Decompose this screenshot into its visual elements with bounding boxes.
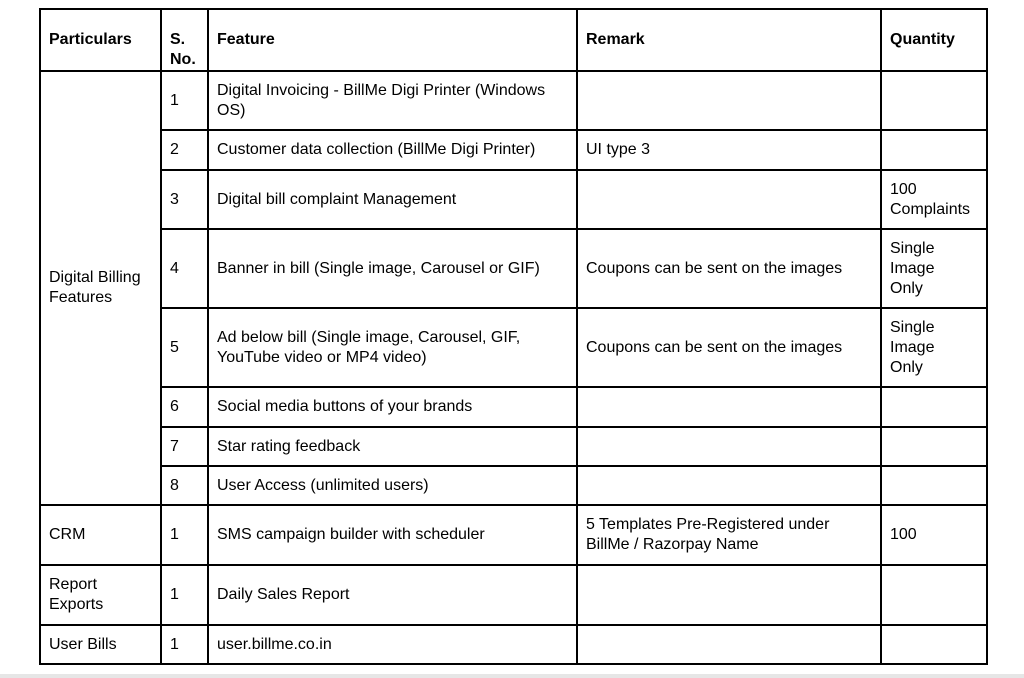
cell-feature-text: user.billme.co.in: [217, 635, 332, 653]
cell-sno: [161, 71, 208, 130]
cell-sno: [161, 565, 208, 625]
cell-remark-text: Coupons can be sent on the images: [586, 338, 843, 356]
cell-sno-text: 4: [170, 259, 179, 277]
cell-sno: [161, 466, 208, 505]
cell-feature: [208, 387, 577, 427]
page-bottom-edge: [0, 674, 1024, 678]
cell-quantity: [881, 427, 987, 466]
cell-remark: [577, 229, 881, 308]
cell-sno: [161, 427, 208, 466]
cell-feature-text: Daily Sales Report: [217, 586, 350, 603]
cell-particulars: [40, 565, 161, 625]
cell-feature-text: Ad below bill (Single image, Carousel, GIF, YouTube video or MP4 video): [217, 328, 521, 366]
cell-sno-text: 6: [170, 398, 179, 415]
cell-remark-text: Coupons can be sent on the images: [586, 259, 843, 277]
table-row: [40, 565, 987, 625]
cell-remark-text: 5 Templates Pre-Registered under BillMe / Razorpay Name: [586, 516, 830, 553]
cell-sno-text: 8: [170, 476, 179, 494]
cell-remark: [577, 505, 881, 565]
cell-remark: [577, 387, 881, 427]
cell-feature-text: SMS campaign builder with scheduler: [217, 526, 485, 543]
cell-remark: [577, 71, 881, 130]
cell-feature: [208, 170, 577, 229]
cell-quantity: [881, 466, 987, 505]
particulars-text: Digital Billing Features: [49, 269, 141, 306]
particulars-text: CRM: [49, 526, 86, 543]
cell-feature: [208, 308, 577, 387]
cell-feature: [208, 505, 577, 565]
cell-feature: [208, 229, 577, 308]
particulars-text: User Bills: [49, 635, 117, 653]
cell-feature-text: User Access (unlimited users): [217, 476, 429, 494]
table-row: [40, 505, 987, 565]
cell-sno-text: 1: [170, 526, 179, 543]
cell-particulars: [40, 71, 161, 505]
cell-remark: [577, 565, 881, 625]
cell-quantity: [881, 308, 987, 387]
header-sno-text: S. No.: [170, 31, 196, 68]
cell-feature: [208, 565, 577, 625]
cell-remark-text: UI type 3: [586, 141, 651, 158]
cell-feature: [208, 71, 577, 130]
table-body: [40, 71, 987, 664]
cell-sno-text: 3: [170, 190, 179, 208]
cell-quantity: [881, 71, 987, 130]
cell-sno-text: 1: [170, 586, 179, 603]
table-row: [40, 466, 987, 505]
table-row: [40, 170, 987, 229]
table-row: [40, 308, 987, 387]
cell-remark: [577, 625, 881, 664]
table-row: [40, 625, 987, 664]
cell-quantity: [881, 387, 987, 427]
cell-feature-text: Banner in bill (Single image, Carousel or GIF): [217, 259, 540, 277]
cell-quantity: [881, 229, 987, 308]
cell-remark: [577, 466, 881, 505]
cell-sno: [161, 130, 208, 170]
cell-feature: [208, 130, 577, 170]
header-quantity: Quantity: [881, 9, 987, 71]
table-row: [40, 229, 987, 308]
cell-sno-text: 1: [170, 91, 179, 109]
cell-quantity-text: Single Image Only: [890, 239, 935, 297]
cell-quantity-text: 100: [890, 526, 917, 543]
header-remark: Remark: [577, 9, 881, 71]
header-feature: Feature: [208, 9, 577, 71]
table-row: [40, 427, 987, 466]
cell-particulars: [40, 505, 161, 565]
cell-remark: [577, 427, 881, 466]
cell-sno: [161, 308, 208, 387]
table-row: [40, 387, 987, 427]
cell-feature-text: Social media buttons of your brands: [217, 398, 473, 415]
cell-feature: [208, 625, 577, 664]
cell-remark: [577, 130, 881, 170]
cell-sno: [161, 387, 208, 427]
cell-sno-text: 2: [170, 141, 179, 158]
cell-sno: [161, 229, 208, 308]
cell-feature: [208, 427, 577, 466]
table-row: [40, 130, 987, 170]
cell-quantity-text: 100 Complaints: [890, 180, 971, 218]
cell-sno: [161, 625, 208, 664]
cell-feature: [208, 466, 577, 505]
cell-quantity: [881, 130, 987, 170]
cell-sno-text: 7: [170, 437, 179, 455]
cell-remark: [577, 170, 881, 229]
cell-sno: [161, 170, 208, 229]
cell-feature-text: Star rating feedback: [217, 437, 361, 455]
cell-quantity-text: Single Image Only: [890, 318, 935, 376]
header-row: [40, 9, 987, 71]
cell-particulars: [40, 625, 161, 664]
cell-feature-text: Digital bill complaint Management: [217, 190, 457, 208]
cell-quantity: [881, 505, 987, 565]
cell-feature-text: Digital Invoicing - BillMe Digi Printer (Windows OS): [217, 81, 546, 119]
cell-sno-text: 5: [170, 338, 179, 356]
header-sno: [161, 9, 208, 71]
cell-sno: [161, 505, 208, 565]
cell-quantity: [881, 565, 987, 625]
cell-quantity: [881, 170, 987, 229]
particulars-text: Report Exports: [49, 576, 104, 613]
cell-feature-text: Customer data collection (BillMe Digi Printer): [217, 141, 536, 158]
cell-quantity: [881, 625, 987, 664]
table-row: [40, 71, 987, 130]
header-particulars: Particulars: [40, 9, 161, 71]
cell-sno-text: 1: [170, 635, 179, 653]
features-table: [39, 8, 988, 665]
cell-remark: [577, 308, 881, 387]
